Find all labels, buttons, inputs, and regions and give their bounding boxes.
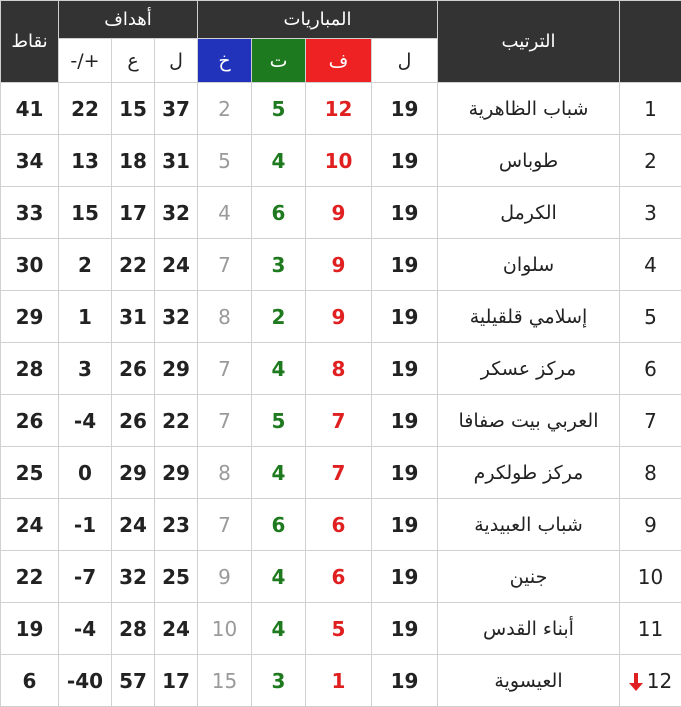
won-cell [306, 187, 372, 239]
goal-diff-cell-value: 7- [74, 565, 96, 589]
points-cell-value: 22 [16, 565, 44, 589]
played-cell-value: 19 [391, 149, 419, 173]
drawn-cell [252, 655, 306, 707]
drawn-cell-value: 5 [272, 409, 286, 433]
team-name-cell-value: شباب العبيدية [474, 514, 583, 536]
goal-diff-cell [59, 291, 112, 343]
goals-for-cell-value: 37 [162, 97, 190, 121]
won-cell-value: 9 [332, 253, 346, 277]
goals-for-cell-value: 29 [162, 461, 190, 485]
rank-cell [620, 187, 681, 239]
goals-against-cell-value: 26 [119, 409, 147, 433]
drawn-cell-value: 6 [272, 513, 286, 537]
team-name-cell-value: مركز طولكرم [474, 462, 584, 484]
points-cell [1, 83, 59, 135]
drawn-cell [252, 83, 306, 135]
team-name-cell [438, 291, 620, 343]
drawn-cell-value: 3 [272, 253, 286, 277]
lost-cell [198, 655, 252, 707]
goal-diff-cell-value: 22 [71, 97, 99, 121]
played-cell [372, 603, 438, 655]
goals-for-cell-value: 32 [162, 305, 190, 329]
won-cell [306, 499, 372, 551]
won-cell [306, 395, 372, 447]
played-cell [372, 655, 438, 707]
drawn-cell-value: 6 [272, 201, 286, 225]
team-name-cell [438, 551, 620, 603]
goals-for-cell [155, 551, 198, 603]
played-cell-value: 19 [391, 565, 419, 589]
points-col-header: نقاط [1, 1, 59, 83]
played-cell [372, 239, 438, 291]
goals-against-cell-value: 17 [119, 201, 147, 225]
matches-group-header: المباريات [198, 1, 438, 39]
team-name-cell-value: طوباس [499, 150, 558, 172]
lost-cell [198, 395, 252, 447]
rank-cell [620, 291, 681, 343]
drawn-cell [252, 187, 306, 239]
points-cell [1, 239, 59, 291]
won-cell [306, 135, 372, 187]
goals-against-cell [112, 499, 155, 551]
team-name-cell-value: سلوان [503, 254, 554, 276]
points-cell-value: 25 [16, 461, 44, 485]
played-cell [372, 343, 438, 395]
table-row[interactable] [1, 187, 681, 239]
goals-against-cell [112, 291, 155, 343]
drawn-cell [252, 343, 306, 395]
goal-diff-cell [59, 187, 112, 239]
won-cell-value: 8 [332, 357, 346, 381]
goals-for-cell [155, 655, 198, 707]
won-cell [306, 551, 372, 603]
lost-cell-value: 7 [218, 357, 231, 381]
played-cell-value: 19 [391, 513, 419, 537]
goals-group-header: أهداف [59, 1, 198, 39]
goals-against-cell-value: 28 [119, 617, 147, 641]
won-cell [306, 291, 372, 343]
goals-for-cell-value: 32 [162, 201, 190, 225]
lost-cell-value: 2 [218, 97, 231, 121]
points-cell-value: 33 [16, 201, 44, 225]
table-row[interactable] [1, 447, 681, 499]
goals-against-cell-value: 15 [119, 97, 147, 121]
table-row[interactable] [1, 499, 681, 551]
played-cell [372, 551, 438, 603]
table-row[interactable] [1, 135, 681, 187]
rank-cell-value: 5 [644, 305, 657, 329]
goals-against-cell-value: 26 [119, 357, 147, 381]
drawn-cell-value: 5 [272, 97, 286, 121]
lost-cell [198, 187, 252, 239]
rank-cell-value: 2 [644, 149, 657, 173]
won-cell-value: 9 [332, 201, 346, 225]
team-name-cell-value: العيسوية [494, 670, 562, 692]
lost-cell [198, 343, 252, 395]
table-row[interactable] [1, 291, 681, 343]
goals-against-cell-value: 57 [119, 669, 147, 693]
points-cell-value: 28 [16, 357, 44, 381]
drawn-cell-value: 4 [272, 357, 286, 381]
played-cell [372, 447, 438, 499]
rank-cell [620, 343, 681, 395]
goals-for-cell-value: 24 [162, 617, 190, 641]
team-name-cell-value: شباب الظاهرية [469, 98, 589, 120]
goal-diff-cell-value: 4- [74, 617, 96, 641]
won-cell [306, 603, 372, 655]
rank-cell-value: 8 [644, 461, 657, 485]
rank-cell-value: 4 [644, 253, 657, 277]
rank-cell [620, 499, 681, 551]
played-cell [372, 395, 438, 447]
won-cell [306, 239, 372, 291]
won-cell [306, 83, 372, 135]
lost-cell [198, 83, 252, 135]
goals-for-cell-value: 29 [162, 357, 190, 381]
played-cell-value: 19 [391, 357, 419, 381]
points-cell [1, 655, 59, 707]
won-cell-value: 9 [332, 305, 346, 329]
played-cell-value: 19 [391, 253, 419, 277]
lost-cell-value: 5 [218, 149, 231, 173]
points-cell-value: 29 [16, 305, 44, 329]
lost-cell [198, 135, 252, 187]
points-cell [1, 343, 59, 395]
goals-against-cell-value: 32 [119, 565, 147, 589]
lost-cell [198, 499, 252, 551]
team-name-cell [438, 655, 620, 707]
goals-against-cell-value: 18 [119, 149, 147, 173]
drawn-cell-value: 4 [272, 565, 286, 589]
won-cell-value: 6 [332, 513, 346, 537]
played-col-header: ل [372, 39, 438, 83]
goal-diff-cell [59, 343, 112, 395]
team-col-header: الترتيب [438, 1, 620, 83]
drawn-cell [252, 447, 306, 499]
lost-cell-value: 7 [218, 253, 231, 277]
played-cell-value: 19 [391, 669, 419, 693]
goals-for-cell [155, 187, 198, 239]
points-cell-value: 26 [16, 409, 44, 433]
drawn-cell-value: 2 [272, 305, 286, 329]
won-cell-value: 7 [332, 461, 346, 485]
rank-cell-value: 6 [644, 357, 657, 381]
goals-for-cell-value: 31 [162, 149, 190, 173]
goals-against-cell [112, 655, 155, 707]
goals-against-cell [112, 551, 155, 603]
played-cell-value: 19 [391, 409, 419, 433]
drawn-col-header: ت [252, 39, 306, 83]
points-cell-value: 34 [16, 149, 44, 173]
points-cell-value: 24 [16, 513, 44, 537]
goal-diff-cell [59, 239, 112, 291]
won-cell [306, 343, 372, 395]
table-row[interactable] [1, 395, 681, 447]
goal-diff-cell [59, 551, 112, 603]
goals-for-cell [155, 447, 198, 499]
won-col-header: ف [306, 39, 372, 83]
goals-for-cell [155, 395, 198, 447]
table-row[interactable] [1, 343, 681, 395]
table-row[interactable] [1, 655, 681, 707]
lost-cell-value: 15 [212, 669, 237, 693]
points-cell [1, 395, 59, 447]
team-name-cell [438, 239, 620, 291]
lost-cell-value: 7 [218, 513, 231, 537]
rank-cell-value: 1 [644, 97, 657, 121]
goal-diff-cell [59, 447, 112, 499]
down-arrow-icon [629, 672, 643, 692]
goals-against-cell [112, 187, 155, 239]
won-cell [306, 447, 372, 499]
rank-cell-value: 12 [647, 669, 672, 693]
team-name-cell [438, 83, 620, 135]
rank-cell-value: 3 [644, 201, 657, 225]
goals-against-cell [112, 343, 155, 395]
lost-cell [198, 603, 252, 655]
drawn-cell [252, 395, 306, 447]
drawn-cell [252, 291, 306, 343]
drawn-cell [252, 603, 306, 655]
goal-diff-cell [59, 395, 112, 447]
lost-cell-value: 7 [218, 409, 231, 433]
rank-cell [620, 83, 681, 135]
goal-diff-cell [59, 499, 112, 551]
points-cell [1, 499, 59, 551]
points-cell-value: 41 [16, 97, 44, 121]
points-cell [1, 187, 59, 239]
lost-cell-value: 4 [218, 201, 231, 225]
goal-diff-col-header: +/- [59, 39, 112, 83]
lost-cell-value: 8 [218, 305, 231, 329]
team-name-cell-value: أبناء القدس [483, 618, 574, 640]
drawn-cell-value: 4 [272, 617, 286, 641]
rank-cell-value: 7 [644, 409, 657, 433]
goals-for-cell [155, 343, 198, 395]
rank-cell-value: 10 [638, 565, 663, 589]
team-name-cell [438, 603, 620, 655]
rank-cell [620, 655, 681, 707]
table-row[interactable] [1, 603, 681, 655]
goals-against-cell-value: 31 [119, 305, 147, 329]
table-row[interactable] [1, 551, 681, 603]
goals-for-cell [155, 83, 198, 135]
played-cell [372, 135, 438, 187]
team-name-cell [438, 135, 620, 187]
played-cell [372, 83, 438, 135]
won-cell-value: 12 [325, 97, 353, 121]
points-cell [1, 291, 59, 343]
goal-diff-cell [59, 83, 112, 135]
goals-against-cell [112, 83, 155, 135]
points-cell [1, 135, 59, 187]
team-name-cell-value: الكرمل [500, 202, 557, 224]
drawn-cell-value: 4 [272, 149, 286, 173]
rank-cell [620, 551, 681, 603]
goal-diff-cell [59, 655, 112, 707]
drawn-cell [252, 239, 306, 291]
played-cell-value: 19 [391, 305, 419, 329]
lost-cell-value: 10 [212, 617, 237, 641]
won-cell-value: 1 [332, 669, 346, 693]
team-name-cell [438, 447, 620, 499]
drawn-cell [252, 551, 306, 603]
lost-cell-value: 9 [218, 565, 231, 589]
played-cell-value: 19 [391, 201, 419, 225]
points-cell [1, 551, 59, 603]
points-cell [1, 603, 59, 655]
team-name-cell-value: جنين [510, 566, 548, 588]
drawn-cell-value: 4 [272, 461, 286, 485]
played-cell [372, 187, 438, 239]
goals-for-cell [155, 603, 198, 655]
goals-for-cell-value: 25 [162, 565, 190, 589]
rank-cell [620, 135, 681, 187]
rank-cell [620, 603, 681, 655]
goal-diff-cell-value: 1- [74, 513, 96, 537]
lost-col-header: خ [198, 39, 252, 83]
goals-for-col-header: ل [155, 39, 198, 83]
goals-for-cell [155, 499, 198, 551]
goals-for-cell [155, 239, 198, 291]
goal-diff-cell-value: 1 [78, 305, 92, 329]
team-name-cell-value: إسلامي قلقيلية [470, 306, 588, 328]
points-cell [1, 447, 59, 499]
goals-against-col-header: ع [112, 39, 155, 83]
won-cell [306, 655, 372, 707]
goal-diff-cell-value: 40- [67, 669, 103, 693]
won-cell-value: 5 [332, 617, 346, 641]
won-cell-value: 7 [332, 409, 346, 433]
rank-col-header [620, 1, 681, 83]
lost-cell [198, 447, 252, 499]
goals-for-cell [155, 291, 198, 343]
goals-for-cell [155, 135, 198, 187]
rank-cell-value: 11 [638, 617, 663, 641]
played-cell [372, 499, 438, 551]
lost-cell [198, 239, 252, 291]
goals-against-cell [112, 395, 155, 447]
rank-cell [620, 447, 681, 499]
rank-cell [620, 395, 681, 447]
goal-diff-cell-value: 15 [71, 201, 99, 225]
won-cell-value: 6 [332, 565, 346, 589]
played-cell-value: 19 [391, 461, 419, 485]
goals-against-cell [112, 447, 155, 499]
drawn-cell [252, 499, 306, 551]
goals-against-cell-value: 29 [119, 461, 147, 485]
drawn-cell-value: 3 [272, 669, 286, 693]
table-row[interactable] [1, 239, 681, 291]
goals-against-cell [112, 239, 155, 291]
rank-cell [620, 239, 681, 291]
goals-against-cell-value: 22 [119, 253, 147, 277]
points-cell-value: 30 [16, 253, 44, 277]
table-row[interactable] [1, 83, 681, 135]
lost-cell [198, 291, 252, 343]
goals-against-cell [112, 603, 155, 655]
played-cell-value: 19 [391, 97, 419, 121]
goal-diff-cell [59, 603, 112, 655]
points-cell-value: 19 [16, 617, 44, 641]
team-name-cell [438, 187, 620, 239]
lost-cell-value: 8 [218, 461, 231, 485]
goals-for-cell-value: 23 [162, 513, 190, 537]
goal-diff-cell-value: 4- [74, 409, 96, 433]
goals-for-cell-value: 22 [162, 409, 190, 433]
team-name-cell [438, 343, 620, 395]
goal-diff-cell-value: 3 [78, 357, 92, 381]
goal-diff-cell-value: 13 [71, 149, 99, 173]
team-name-cell [438, 395, 620, 447]
team-name-cell [438, 499, 620, 551]
rank-cell-value: 9 [644, 513, 657, 537]
played-cell-value: 19 [391, 617, 419, 641]
goals-against-cell-value: 24 [119, 513, 147, 537]
goals-for-cell-value: 24 [162, 253, 190, 277]
played-cell [372, 291, 438, 343]
points-cell-value: 6 [23, 669, 37, 693]
lost-cell [198, 551, 252, 603]
goal-diff-cell-value: 2 [78, 253, 92, 277]
won-cell-value: 10 [325, 149, 353, 173]
team-name-cell-value: مركز عسكر [481, 358, 577, 380]
team-name-cell-value: العربي بيت صفافا [459, 410, 599, 432]
goals-against-cell [112, 135, 155, 187]
goal-diff-cell [59, 135, 112, 187]
drawn-cell [252, 135, 306, 187]
goals-for-cell-value: 17 [162, 669, 190, 693]
goal-diff-cell-value: 0 [78, 461, 92, 485]
